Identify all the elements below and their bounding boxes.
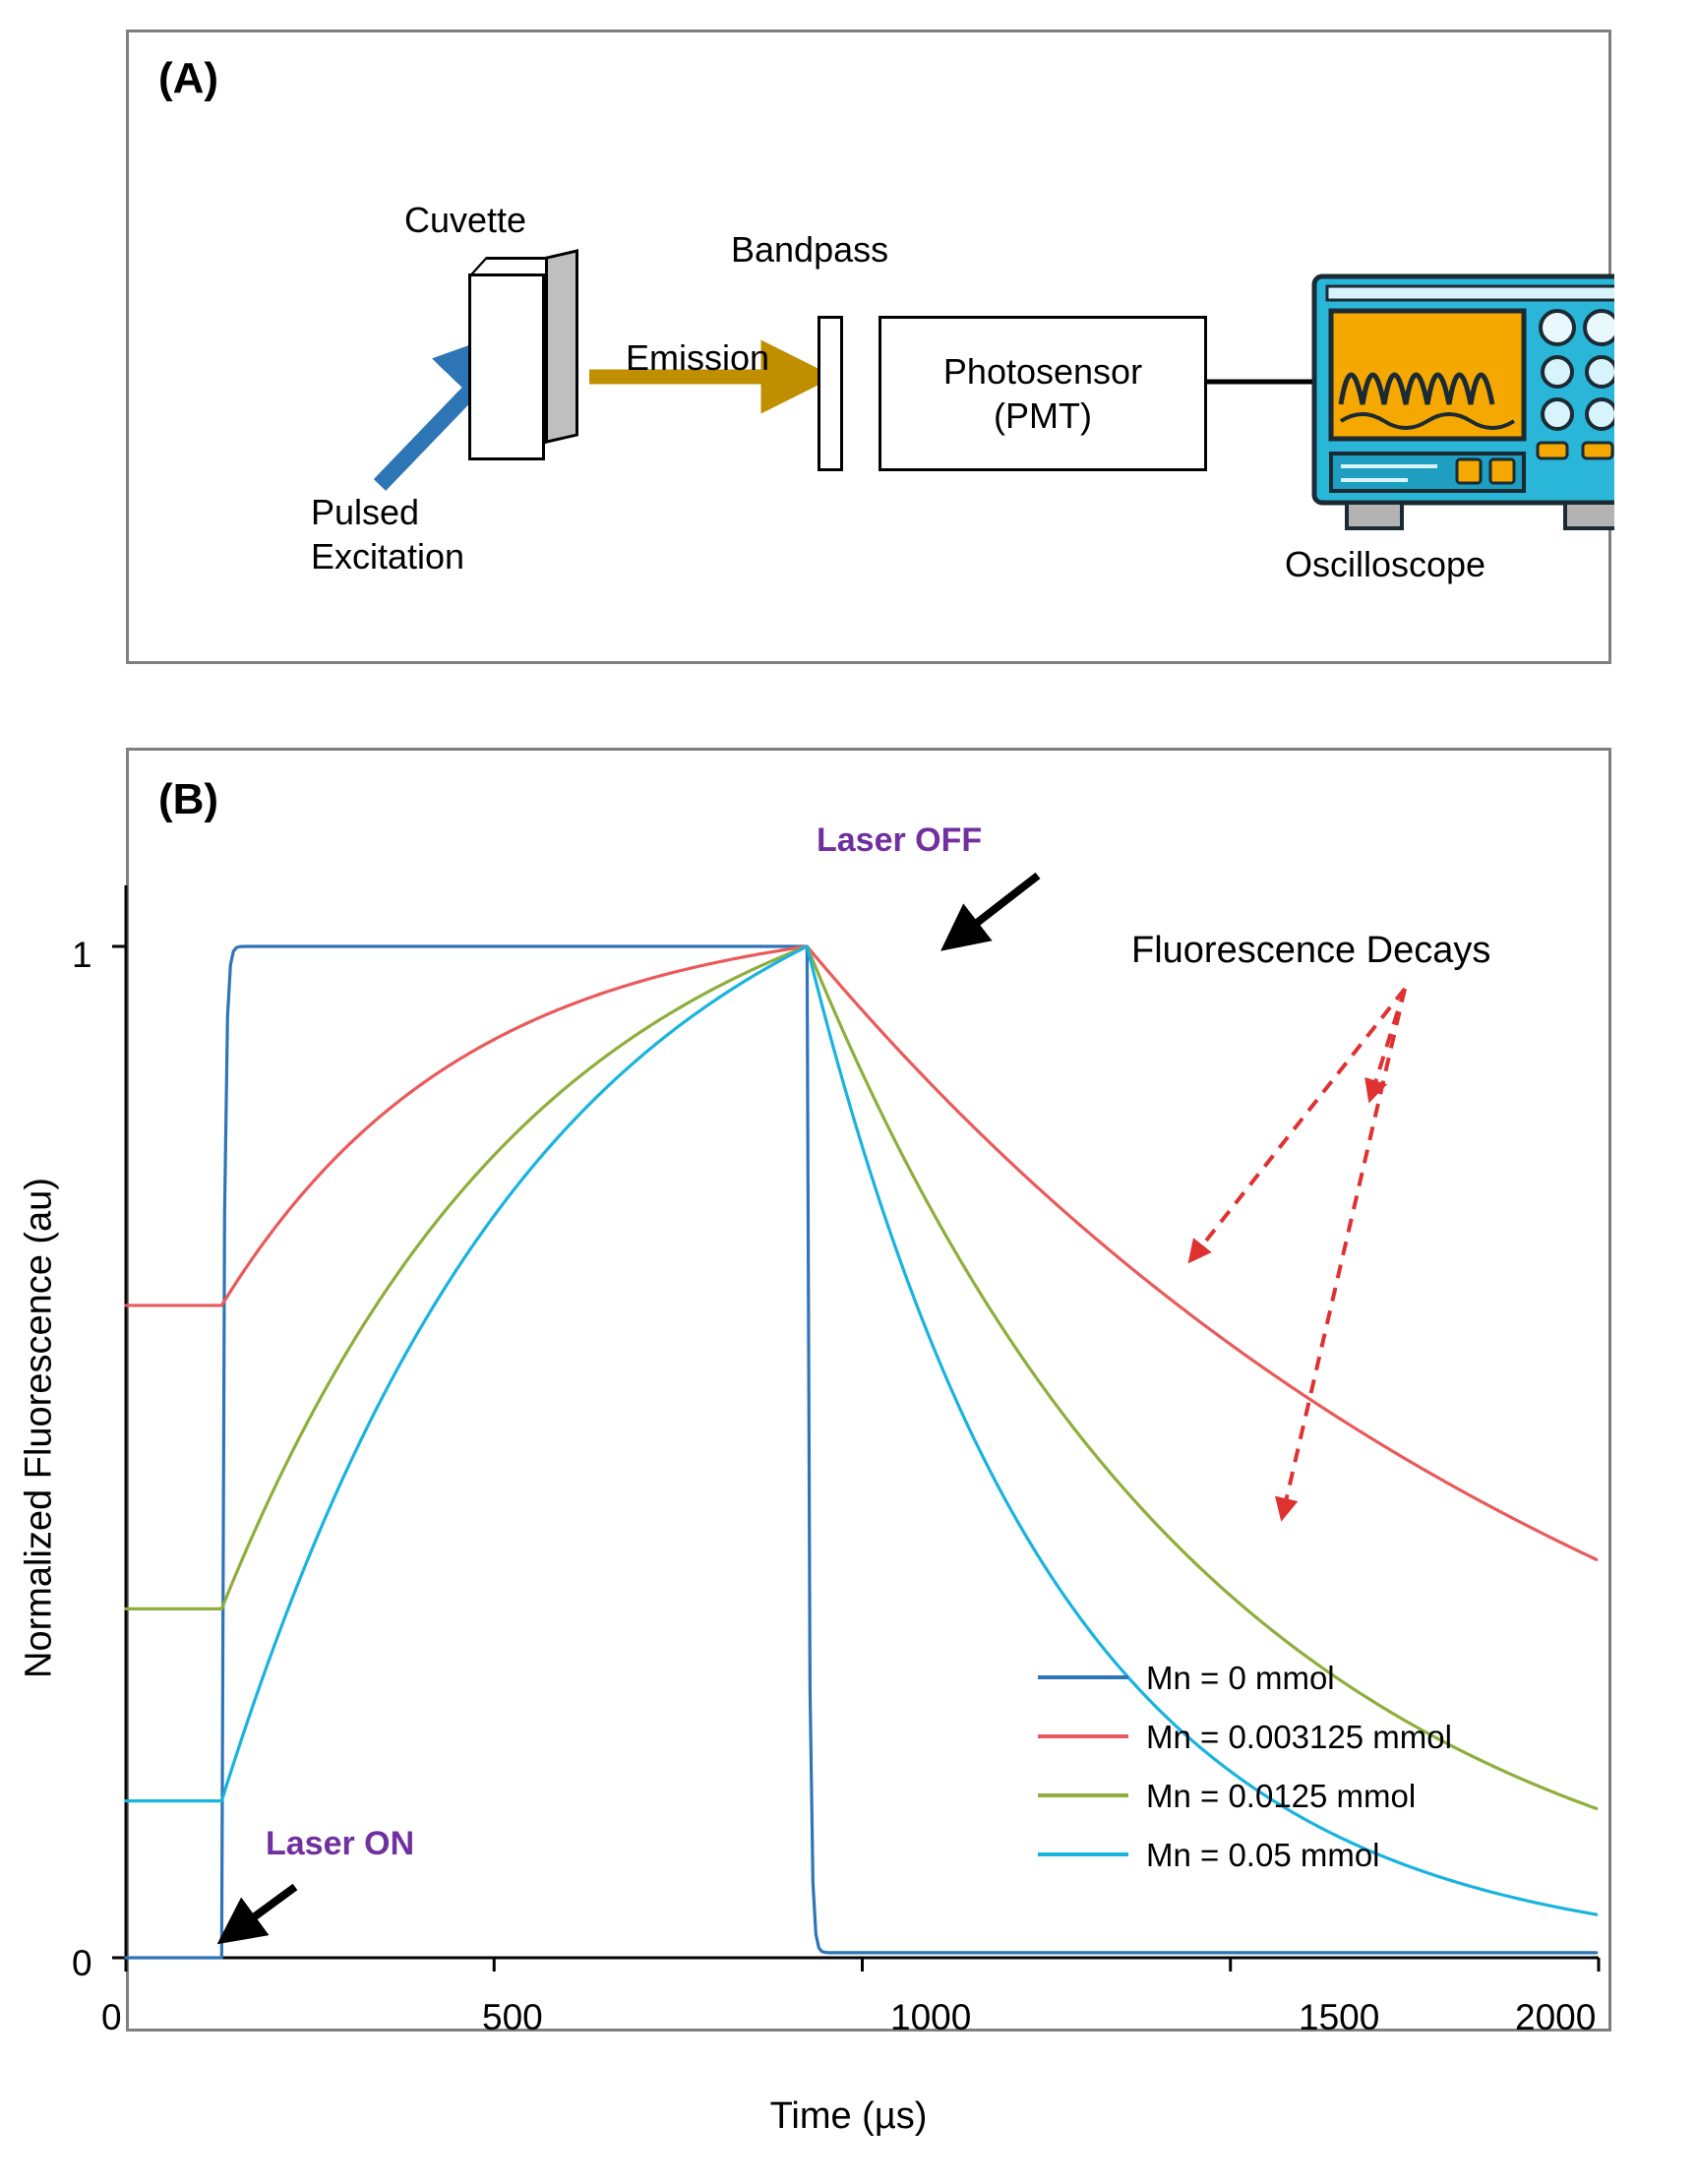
y-tick-label-0: 0	[72, 1943, 92, 1983]
oscilloscope-illustration	[1314, 276, 1614, 528]
panel-a-label: (A)	[158, 54, 219, 102]
cuvette-label: Cuvette	[404, 200, 527, 240]
fluorescence-decays-annotation: Fluorescence Decays	[1131, 930, 1491, 971]
photosensor-label-line1: Photosensor	[942, 351, 1143, 392]
bandpass-filter-shape	[818, 316, 843, 471]
pulsed-excitation-label	[311, 490, 464, 578]
emission-label: Emission	[626, 337, 770, 378]
legend-swatch-mn-0	[1038, 1675, 1128, 1679]
legend-swatch-mn-00125	[1038, 1793, 1128, 1797]
x-tick-label-2000: 2000	[1515, 1997, 1597, 2037]
photosensor-label-line2: (PMT)	[994, 395, 1092, 436]
chart-legend	[1038, 1648, 1452, 1884]
legend-label-mn-0: Mn = 0 mmol	[1146, 1659, 1335, 1696]
panel-b-label: (B)	[158, 775, 219, 823]
y-axis-label: Normalized Fluorescence (au)	[18, 1178, 60, 1678]
legend-swatch-mn-0003125	[1038, 1734, 1128, 1738]
x-axis-label: Time (µs)	[769, 2095, 928, 2137]
legend-label-mn-0003125: Mn = 0.003125 mmol	[1146, 1718, 1452, 1755]
legend-item-mn-0003125	[1038, 1707, 1452, 1766]
x-tick-label-1500: 1500	[1299, 1997, 1380, 2037]
x-tick-label-0: 0	[101, 1997, 122, 2037]
legend-item-mn-00125	[1038, 1766, 1452, 1825]
x-tick-label-1000: 1000	[890, 1997, 972, 2037]
photosensor-box	[879, 316, 1207, 471]
laser-off-annotation: Laser OFF	[817, 821, 983, 859]
pulsed-excitation-line1: Pulsed	[311, 492, 420, 532]
legend-item-mn-005	[1038, 1825, 1452, 1884]
legend-swatch-mn-005	[1038, 1852, 1128, 1856]
legend-label-mn-005: Mn = 0.05 mmol	[1146, 1836, 1380, 1873]
pulsed-excitation-line2: Excitation	[311, 536, 465, 576]
x-tick-label-500: 500	[482, 1997, 543, 2037]
panel-a-diagram	[126, 30, 1611, 664]
oscilloscope-label: Oscilloscope	[1285, 544, 1486, 584]
legend-label-mn-00125: Mn = 0.0125 mmol	[1146, 1777, 1417, 1814]
laser-on-annotation: Laser ON	[266, 1825, 415, 1862]
cuvette-front-face	[468, 273, 545, 460]
bandpass-label: Bandpass	[731, 229, 889, 270]
cuvette-side-face	[545, 249, 578, 444]
legend-item-mn-0	[1038, 1648, 1452, 1707]
y-tick-label-1: 1	[72, 935, 92, 975]
